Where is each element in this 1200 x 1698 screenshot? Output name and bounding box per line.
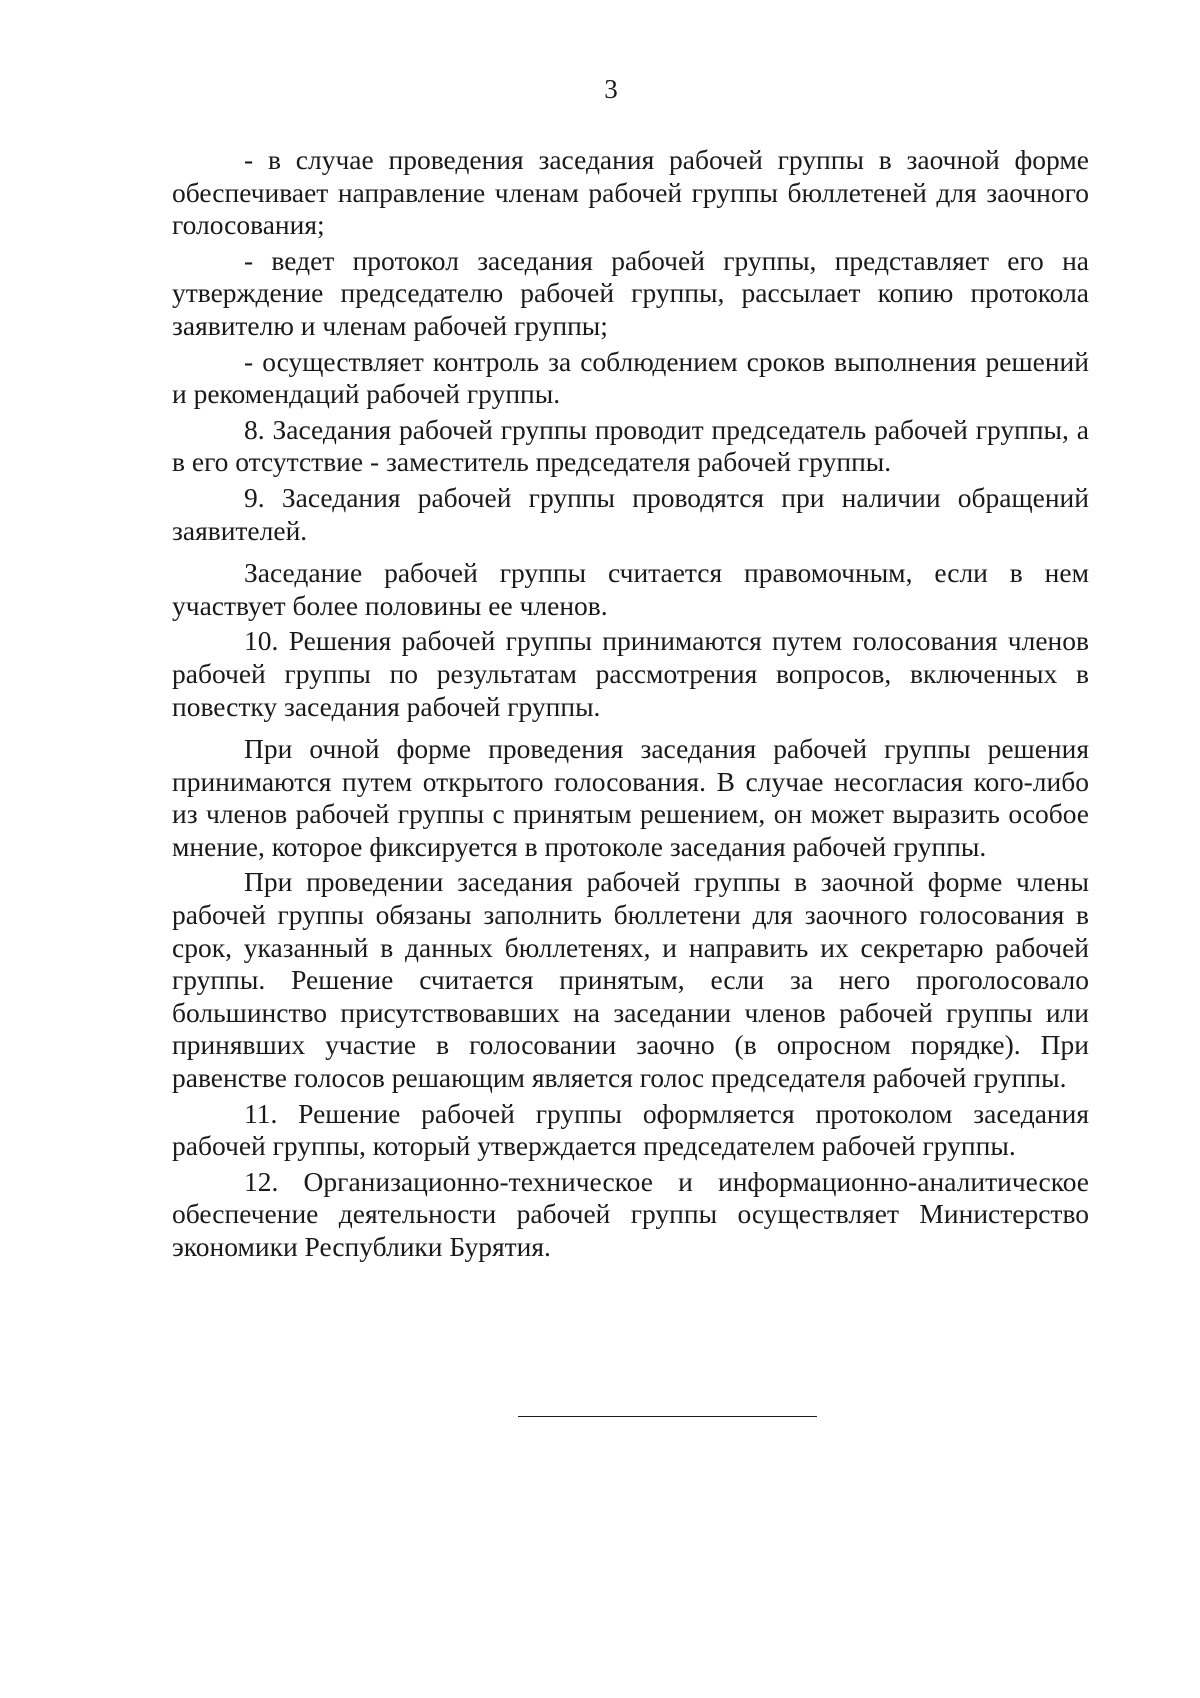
end-divider-line [518, 1416, 817, 1417]
paragraph-item-12: 12. Организационно-техническое и информационно-аналитическое обеспечение деятельности рабочей группы осуществляет Министерство экономики Республики Бурятия. [172, 1165, 1089, 1262]
paragraph-item-9: 9. Заседания рабочей группы проводятся при наличии обращений заявителей. [172, 481, 1089, 546]
paragraph-ballot-dispatch: - в случае проведения заседания рабочей группы в заочной форме обеспечивает направление членам рабочей группы бюллетеней для заочного голосования; [172, 144, 1089, 241]
body-text [172, 144, 1089, 1267]
paragraph-quorum: Заседание рабочей группы считается правомочным, если в нем участвует более половины ее членов. [172, 557, 1089, 621]
paragraph-item-10: 10. Решения рабочей группы принимаются путем голосования членов рабочей группы по результатам рассмотрения вопросов, включенных в повестку заседания рабочей группы. [172, 625, 1089, 722]
paragraph-absentee-voting: При проведении заседания рабочей группы в заочной форме члены рабочей группы обязаны заполнить бюллетени для заочного голосования в срок, указанный в данных бюллетенях, и направить их секретарю рабочей группы. Решение считается принятым, если за него проголосовало большинство присутствовавших на заседании членов рабочей группы или принявших участие в голосовании заочно (в опросном порядке). При равенстве голосов решающим является голос председателя рабочей группы. [172, 866, 1089, 1094]
paragraph-item-8: 8. Заседания рабочей группы проводит председатель рабочей группы, а в его отсутствие - заместитель председателя рабочей группы. [172, 413, 1089, 478]
paragraph-open-voting: При очной форме проведения заседания рабочей группы решения принимаются путем открытого голосования. В случае несогласия кого-либо из членов рабочей группы с принятым решением, он может выразить особое мнение, которое фиксируется в протоколе заседания рабочей группы. [172, 733, 1089, 862]
paragraph-minutes: - ведет протокол заседания рабочей группы, представляет его на утверждение председателю рабочей группы, рассылает копию протокола заявителю и членам рабочей группы; [172, 244, 1089, 341]
paragraph-deadline-control: - осуществляет контроль за соблюдением сроков выполнения решений и рекомендаций рабочей группы. [172, 345, 1089, 410]
paragraph-item-11: 11. Решение рабочей группы оформляется протоколом заседания рабочей группы, который утверждается председателем рабочей группы. [172, 1097, 1089, 1162]
page-number: 3 [604, 74, 618, 104]
